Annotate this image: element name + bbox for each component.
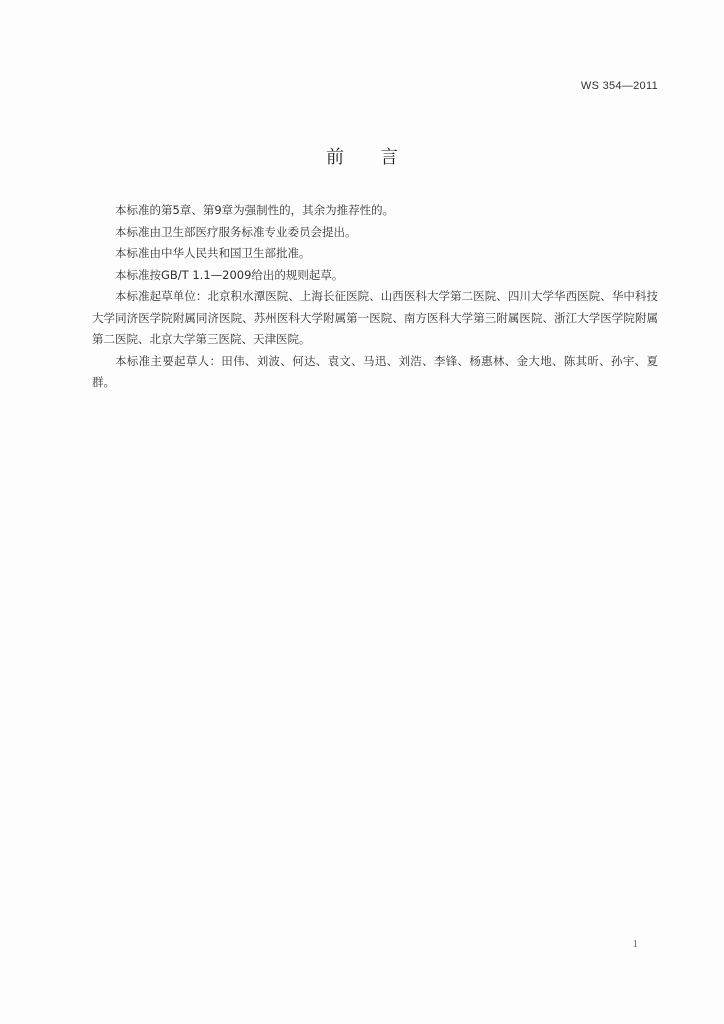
paragraph-drafters: 本标准主要起草人：田伟、刘波、何达、袁文、马迅、刘浩、李锋、杨惠林、金大地、陈其昕、孙宇、夏群。 [92, 353, 658, 389]
paragraph-drafting-rules: 本标准按GB/T 1.1—2009给出的规则起草。 [115, 267, 344, 282]
paragraph-mandatory-chapters: 本标准的第5章、第9章为强制性的，其余为推荐性的。 [115, 203, 395, 217]
paragraph-proposed-by: 本标准由卫生部医疗服务标准专业委员会提出。 [115, 224, 357, 239]
paragraph-approved-by: 本标准由中华人民共和国卫生部批准。 [115, 246, 311, 260]
standard-code: WS 354—2011 [580, 80, 658, 92]
body-text [92, 200, 658, 394]
paragraph-drafting-units: 本标准起草单位：北京积水潭医院、上海长征医院、山西医科大学第二医院、四川大学华西医院、华中科技大学同济医学院附属同济医院、苏州医科大学附属第一医院、南方医科大学第三附属医院、浙江大学医学院附属第二医院、北京大学第三医院、天津医院。 [92, 289, 658, 346]
page-title: 前言 [326, 147, 434, 168]
page-number: 1 [632, 938, 638, 950]
